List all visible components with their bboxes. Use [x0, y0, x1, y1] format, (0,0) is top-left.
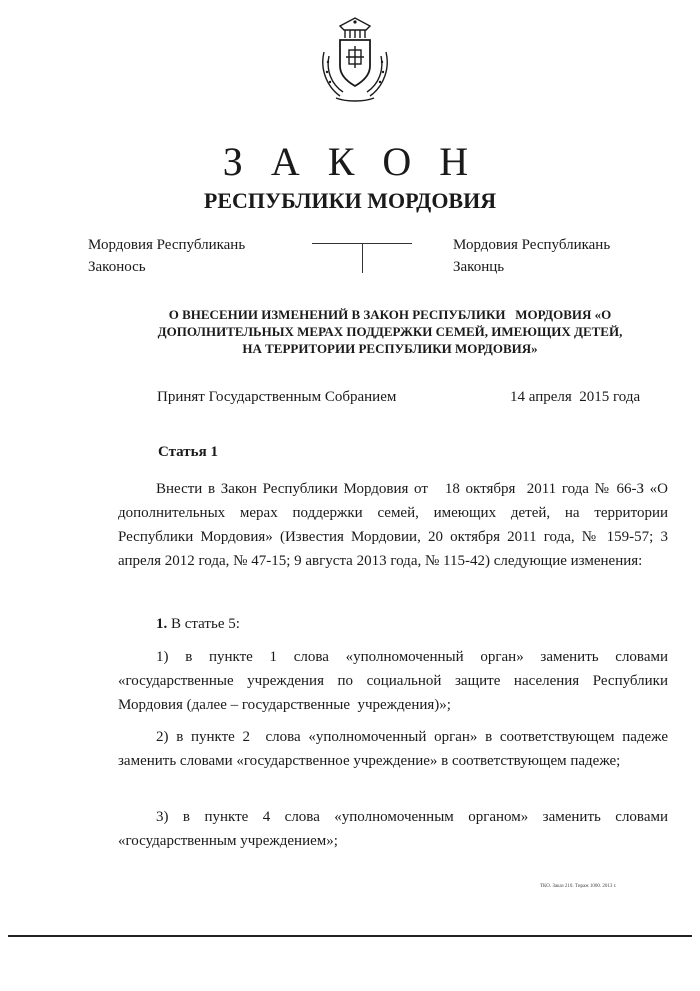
header-divider-vertical [362, 243, 363, 273]
adoption-date: 14 апреля 2015 года [510, 389, 641, 405]
document-type-title: З А К О Н [222, 139, 478, 184]
moksha-header-line1: Мордовия Республикань [88, 237, 246, 253]
coat-of-arms-emblem [316, 16, 394, 104]
printer-footer-note: ТКО. Заказ 210. Тираж 1000. 2013 г. [540, 884, 617, 889]
subitem-1: 1) в пункте 1 слова «уполномоченный орган» заменить словами «государственные учреждения по социальной защите населения Республики Мордовия (далее – государственные учреждения)»; [118, 649, 672, 713]
issuer-subtitle: РЕСПУБЛИКИ МОРДОВИЯ [203, 188, 497, 213]
article-intro-paragraph: Внести в Закон Республики Мордовия от 18 октября 2011 года № 66-З «О дополнительных мерах поддержки семей, имеющих детей, на территории Республики Мордовия» (Известия Мордовии, 20 октября 2011 года, № 159-57; 3 апреля 2012 года, № 47-15; 9 августа 2013 года, № 115-42) следующие изменения: [118, 481, 672, 569]
subitem-2: 2) в пункте 2 слова «уполномоченный орган» в соответствующем падеже заменить словами «государственное учреждение» в соответствующем падеже; [118, 729, 672, 769]
amendment-item-text: В статье 5: [167, 616, 240, 632]
amendment-item-number: 1. [156, 616, 168, 632]
article-heading: Статья 1 [158, 444, 218, 460]
page-bottom-rule [8, 935, 692, 937]
erzya-header-block [453, 234, 683, 278]
coat-of-arms-icon [316, 16, 394, 104]
moksha-header-line2: Законось [88, 259, 146, 275]
erzya-header-line2: Законць [453, 259, 505, 275]
law-title [120, 306, 660, 357]
amendment-item-1 [118, 612, 668, 636]
erzya-header-line1: Мордовия Республикань [453, 237, 611, 253]
subitem-3: 3) в пункте 4 слова «уполномоченным органом» заменить словами «государственным учреждением»; [118, 809, 668, 849]
adopted-by: Принят Государственным Собранием [157, 389, 397, 405]
law-title-line1: О ВНЕСЕНИИ ИЗМЕНЕНИЙ В ЗАКОН РЕСПУБЛИКИ МОРДОВИЯ «О [168, 307, 612, 322]
law-title-line2: ДОПОЛНИТЕЛЬНЫХ МЕРАХ ПОДДЕРЖКИ СЕМЕЙ, ИМЕЮЩИХ ДЕТЕЙ, [157, 324, 623, 339]
moksha-header-block [88, 234, 308, 278]
law-title-line3: НА ТЕРРИТОРИИ РЕСПУБЛИКИ МОРДОВИЯ» [242, 341, 538, 356]
